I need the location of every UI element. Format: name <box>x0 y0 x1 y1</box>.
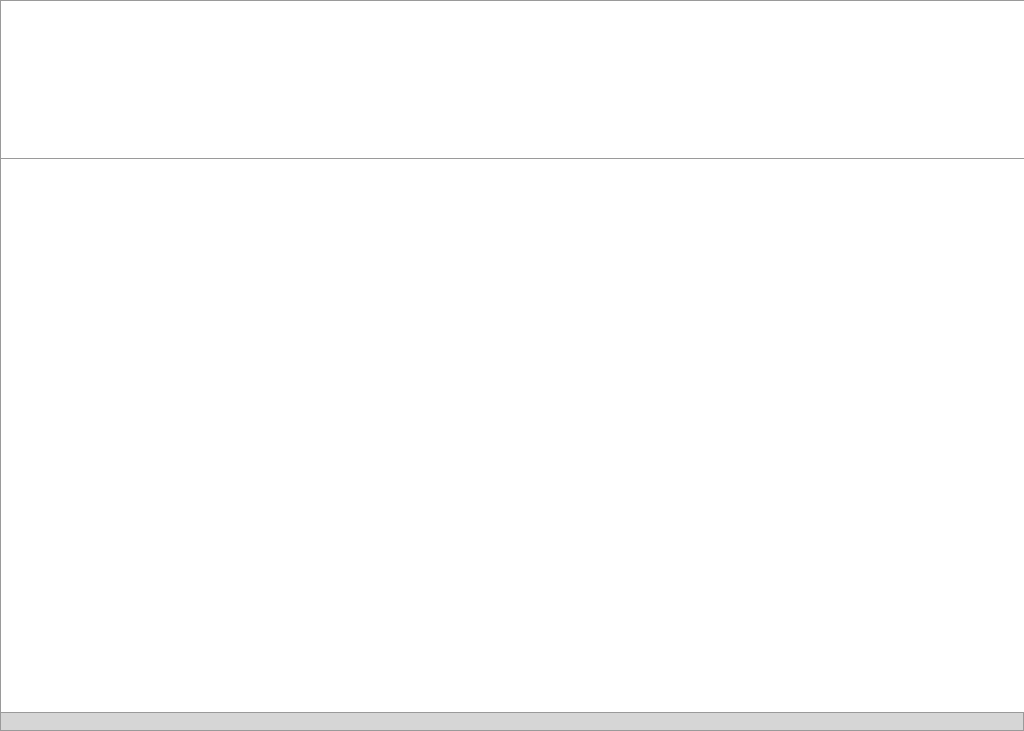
player-stats-panel <box>0 158 1024 712</box>
footer-disclaimer <box>0 712 1024 731</box>
team-stats-panel <box>0 0 1024 158</box>
